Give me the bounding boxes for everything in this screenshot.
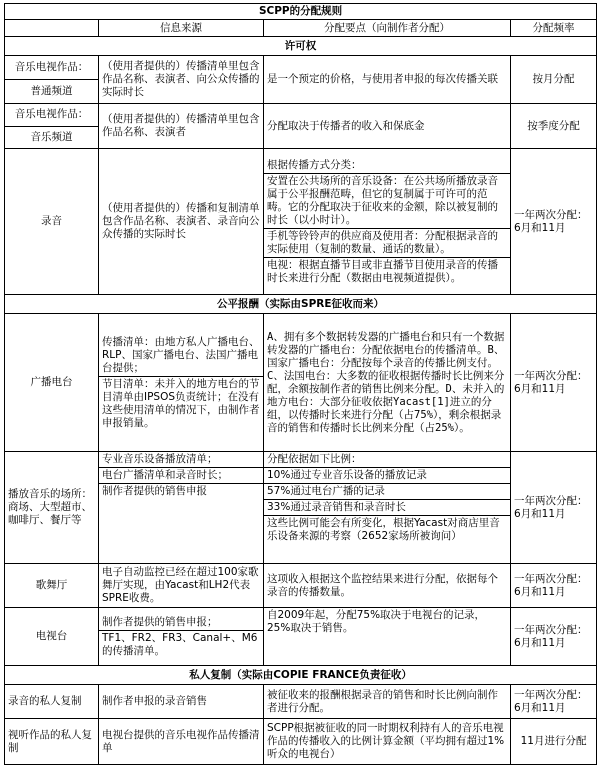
points-share-radio: 57%通过电台广播的记录 [264,483,510,499]
row-points: 这项收入根据这个监控结果来进行分配，依据每个录音的传播数量。 [264,564,511,608]
row-source: （使用者提供的）传播和复制清单包含作品名称、表演者、录音向公众传播的实际时长 [99,149,264,295]
table-row [5,685,597,719]
row-category: 电视台 [5,608,99,666]
row-category: 视听作品的私人复制 [5,719,99,765]
source-broadcast-list: 传播清单：由地方私人广播电台、RLP、国家广播电台、法国广播电台提供； [102,335,260,374]
points-share-sales: 33%通过录音销售和录音时长 [264,499,510,515]
table-row [5,564,597,608]
row-frequency: 一年两次分配：6月和11月 [511,685,597,719]
row-source: 电视台提供的音乐电视作品传播清单 [99,719,264,765]
row-points [264,452,511,564]
row-category [5,56,99,104]
row-category: 播放音乐的场所：商场、大型超市、咖啡厅、餐厅等 [5,452,99,564]
header-points: 分配要点（向制作者分配） [264,20,511,37]
row-frequency: 11月进行分配 [511,719,597,765]
row-source: （使用者提供的）传播清单里包含作品名称、表演者、向公众传播的实际时长 [99,56,264,104]
category-sub: 音乐频道 [5,126,98,149]
row-source [99,314,264,452]
points-share-equipment: 10%通过专业音乐设备的播放记录 [264,467,510,483]
row-frequency: 一年两次分配：6月和11月 [511,314,597,452]
table-row [5,608,597,666]
table-row [5,314,597,452]
row-source: 电子自动监控已经在超过100家歌舞厅实现，由Yacast和LH2代表SPRE收费。 [99,564,264,608]
table-row [5,56,597,104]
row-frequency: 一年两次分配：6月和11月 [511,564,597,608]
row-points: SCPP根据被征收的同一时期权利持有人的音乐电视作品的传播收入的比例计算金额（平均拥有超过1%听众的电视台） [264,719,511,765]
header-source: 信息来源 [99,20,264,37]
table-row [5,104,597,149]
row-points [264,149,511,295]
row-source [99,452,264,564]
row-category: 歌舞厅 [5,564,99,608]
category-sub: 普通频道 [5,79,98,103]
row-points: 是一个预定的价格，与使用者申报的每次传播关联 [264,56,511,104]
table-row [5,719,597,765]
row-source [99,608,264,666]
row-frequency: 一年两次分配：6月和11月 [511,608,597,666]
row-frequency: 一年两次分配：6月和11月 [511,149,597,295]
points-television: 电视：根据直播节目或非直播节目使用录音的传播时长来进行分配（数据由电视频道提供）。 [264,257,510,286]
row-points: A、拥有多个数据转发器的广播电台和只有一个数据转发器的广播电台：分配依据电台的传播清单。B、国家广播电台：分配按每个录音的传播比例支付。C、法国电台：大多数的征收根据传播时长比例来分配，余额按制作者的销售比例来分配。D、未并入的地方电台：大部分征收依据Yacast[1]进立的分组，以传播时长来进行分配（占75%），剩余根据录音的销售和传播时长比例来分配（占25%）。 [264,314,511,452]
table-row [5,452,597,564]
section-fair-remuneration: 公平报酬（实际由SPRE征收而来） [5,295,597,314]
row-frequency: 一年两次分配：6月和11月 [511,452,597,564]
row-frequency: 按季度分配 [511,104,597,149]
source-radio: 电台广播清单和录音时长； [99,467,263,483]
row-points: 分配取决于传播者的收入和保底金 [264,104,511,149]
category-main: 音乐电视作品： [14,108,89,121]
source-sales: 制作者提供的销售申报； [102,615,218,628]
section-license: 许可权 [5,37,597,56]
category-main: 音乐电视作品： [14,61,89,73]
points-intro: 根据传播方式分类： [267,158,362,171]
row-points: 自2009年起，分配75%取决于电视台的记录，25%取决于销售。 [264,608,511,666]
table-row [5,149,597,295]
distribution-rules-table [4,3,597,765]
points-public-venues: 安置在公共场所的音乐设备：在公共场所播放录音属于公平报酬范畴，但它的复制属于可许可的范畴。它的分配取决于征收来的金额，除以被复制的时长（以小时计）。 [264,173,510,228]
row-category: 录音的私人复制 [5,685,99,719]
row-category [5,104,99,149]
row-source: 制作者申报的录音销售 [99,685,264,719]
row-points: 被征收来的报酬根据录音的销售和时长比例向制作者进行分配。 [264,685,511,719]
points-note: 这些比例可能会有所变化，根据Yacast对商店里音乐设备来源的考察（2652家场所被询问） [264,515,510,544]
source-equipment: 专业音乐设备播放清单； [102,453,218,465]
section-private-copy: 私人复制（实际由COPIE FRANCE负责征收） [5,666,597,685]
row-frequency: 按月分配 [511,56,597,104]
header-category [5,20,99,37]
row-category: 广播电台 [5,314,99,452]
points-ringtones: 手机等铃铃声的供应商及使用者：分配根据录音的实际使用（复制的数量、通话的数量）。 [264,228,510,257]
table-title: SCPP的分配规则 [5,4,597,20]
points-intro: 分配依据如下比例： [267,453,362,465]
row-source: （使用者提供的）传播清单里包含作品名称、表演者 [99,104,264,149]
source-sales: 制作者提供的销售申报 [99,483,263,499]
source-program-list: 节目清单：未并入的地方电台的节目清单由IPSOS负责统计；在没有这些使用清单的情况下，由制作者申报销量。 [99,376,263,431]
source-channels: TF1、FR2、FR3、Canal+、M6的传播清单。 [99,630,263,659]
header-frequency: 分配频率 [511,20,597,37]
row-category: 录音 [5,149,99,295]
